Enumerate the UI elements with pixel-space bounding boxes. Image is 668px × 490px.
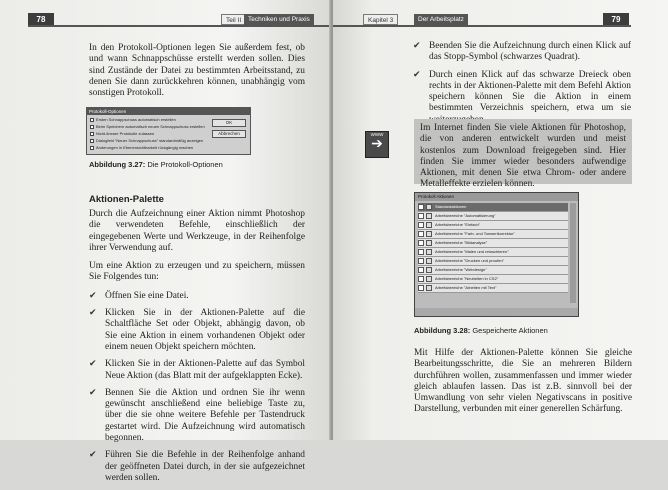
palette-row: Arbeitsbereiche "Malen und retuschieren"	[418, 248, 568, 257]
checkbox-icon	[90, 118, 94, 122]
part-tag: Teil II	[221, 14, 246, 25]
palette-row: Arbeitsbereiche "Einfach"	[418, 221, 568, 230]
checkbox-icon	[418, 240, 424, 246]
palette-row: Arbeitsbereiche "Drucken und proofen"	[418, 257, 568, 266]
checkbox-icon	[90, 139, 94, 143]
arrow-right-icon: ➔	[371, 137, 383, 152]
checkbox-icon	[418, 285, 424, 291]
page-number-right: 79	[603, 13, 629, 26]
checkmark-icon: ✔	[89, 308, 97, 319]
checkmark-icon: ✔	[413, 41, 421, 51]
list-item: ✔ Durch einen Klick auf das schwarze Dreieck oben rechts in der Aktionen-Palette mit dem Befehl Aktion speichern können Sie die Aktion in einem bestimmten Verzeichnis speichern, etwa um sie	[413, 70, 631, 126]
web-tip-text: Im Internet finden Sie viele Aktionen für Photoshop, die von anderen entwickelt wurden und meist kostenlos zum Download freigegeben sind. Hier finden Sie immer wieder besonders aufwendige Aktionen, mit denen Sie etwa Chrom- oder andere Metalleffekte erzielen können.	[420, 123, 626, 190]
list-item: ✔ Führen Sie die Befehle in der Reihenfolge anhand der geöffneten Datei durch, in der sie aufgezeichnet werden sollen.	[89, 450, 305, 483]
figure-caption-3-28: Abbildung 3.28: Gespeicherte Aktionen	[414, 326, 548, 335]
list-item: ✔ Klicken Sie in der Aktionen-Palette auf das Symbol Neue Aktion (das Blatt mit der aufgeklappten Ecke).	[89, 359, 305, 381]
palette-scrollbar	[570, 203, 576, 303]
page-number-left: 78	[28, 13, 54, 26]
list-item: ✔ Bennen Sie die Aktion und ordnen Sie ihr wenn gewünscht anschließend eine beliebige Taste zu, über die sie ohne weitere Befehle per Tastendruck gestartet wird. Die Aufzeichnung wird automatisch begonnen.	[89, 387, 305, 444]
chapter-tag: Kapitel 3	[363, 14, 398, 25]
dialog-option: Beim Speichern automatisch neuen Schnappschuss erstellen	[90, 124, 205, 129]
folder-icon	[426, 258, 432, 264]
folder-icon	[426, 213, 432, 219]
dialog-option: Ersten Schnappschuss automatisch erstellen	[90, 117, 176, 122]
left-page	[0, 0, 331, 483]
checkbox-icon	[418, 267, 424, 273]
dialog-ok-button: OK	[212, 119, 246, 127]
section-heading: Aktionen-Palette	[89, 194, 164, 205]
www-label: WWW	[370, 132, 384, 137]
right-para-end: Mit Hilfe der Aktionen-Palette können Sie gleiche Bearbeitungsschritte, die Sie an mehreren Bildern durchführen wollen, zusammenfassen und immer wieder gleich ablaufen lassen. Das ist z.B. sinnvoll bei der Umwandlung von sehr vielen Negativscans in positive Darstellung, verbunden mit einer generellen Schärfung.	[414, 348, 632, 415]
checkbox-icon	[418, 249, 424, 255]
checkmark-icon: ✔	[89, 290, 97, 301]
checkbox-icon	[418, 213, 424, 219]
left-para-1: In den Protokoll-Optionen legen Sie außerdem fest, ob und wann Schnappschüsse erstellt werden sollen. Dies sind Zustände der Datei zu bestimmten Arbeitsstand, zu denen Sie dann zurückkehren können, unabhängig vom sonstigen Protokoll.	[89, 43, 305, 99]
section-tag-left: Techniken und Praxis	[244, 14, 314, 25]
section-tag-right: Der Arbeitsplatz	[414, 14, 468, 25]
header-rule-right	[333, 25, 631, 27]
folder-icon	[426, 276, 432, 282]
palette-row: Arbeitsbereiche "Webdesign"	[418, 266, 568, 275]
header-rule-left	[28, 25, 333, 27]
left-body: Durch die Aufzeichnung einer Aktion nimmt Photoshop die verwendeten Befehle, einschließlich der eingegebenen Werte und Werkzeuge, in der Reihenfolge ihrer Verwendung auf. Um eine Aktion zu erzeugen und zu speichern, müssen Sie Folgendes tun: ✔ Öffnen Sie eine Datei. ✔ Klicken Sie in der Aktionen-Palette auf die Schaltfläche Set oder Objekt, abhängig davon, ob Sie eine Aktion in einem vorhandenen Objekt oder einem neuen Objekt speichern möchten. ✔ Klicken Sie in der Aktionen-Palette auf das Symbol Neue Aktion (das Blatt mit der aufgeklappten Ecke). ✔ Bennen Sie die Aktion und ordnen Sie ihr wenn gewünscht anschließend eine beliebige Taste zu, über die sie ohne weitere Befehle per Tastendruck gestartet wird. Die Aufzeichnung wird automatisch begonnen. ✔ Führen Sie die Befehle in der Reihenfolge anhand der geöffneten Datei durch, in der sie aufgezeichnet werden sollen.	[89, 209, 305, 483]
dialog-cancel-button: Abbrechen	[212, 130, 246, 138]
checkbox-icon	[418, 231, 424, 237]
palette-row: Arbeitsbereiche "Neuheiten in CS2"	[418, 275, 568, 284]
checkbox-icon	[418, 204, 424, 210]
list-item: ✔ Beenden Sie die Aufzeichnung durch einen Klick auf das Stopp-Symbol (schwarzes Quadrat).	[413, 41, 631, 63]
checkbox-icon	[90, 146, 94, 150]
actions-palette-screenshot	[414, 192, 579, 317]
checkbox-icon	[418, 276, 424, 282]
palette-row: Arbeitsbereiche "Arbeiten mit Text"	[418, 284, 568, 293]
folder-icon	[426, 240, 432, 246]
checkmark-icon: ✔	[413, 69, 421, 80]
dialog-option: Änderungen in Ebenensichtbarkeit rückgängig machen	[90, 145, 193, 150]
list-item: ✔ Klicken Sie in der Aktionen-Palette auf die Schaltfläche Set oder Objekt, abhängig davon, ob Sie eine Aktion in einem vorhandenen Objekt oder einem neuen Objekt speichern möchten.	[89, 308, 305, 352]
protocol-options-dialog	[86, 107, 251, 155]
folder-icon	[426, 249, 432, 255]
dialog-option: Nicht-lineare Protokolle zulassen	[90, 131, 154, 136]
palette-tabs: Protokoll Aktionen	[415, 193, 578, 201]
checkbox-icon	[418, 222, 424, 228]
checkbox-icon	[90, 132, 94, 136]
checkbox-icon	[418, 258, 424, 264]
dialog-option: Dialogfeld "Neuer Schnappschuss" standardmäßig anzeigen	[90, 138, 203, 143]
dialog-title: Protokoll-Optionen	[87, 108, 250, 115]
folder-icon	[426, 204, 432, 210]
folder-icon	[426, 222, 432, 228]
checkbox-icon	[90, 125, 94, 129]
checkmark-icon: ✔	[89, 387, 97, 398]
checkmark-icon: ✔	[89, 359, 97, 370]
folder-icon	[426, 231, 432, 237]
folder-icon	[426, 285, 432, 291]
palette-row: Standardaktionen	[418, 203, 568, 212]
checkmark-icon: ✔	[89, 450, 97, 461]
www-badge	[365, 131, 389, 158]
palette-toolbar	[415, 308, 578, 316]
palette-row: Arbeitsbereiche "Farb- und Tonwertkorrektur"	[418, 230, 568, 239]
palette-row: Arbeitsbereiche "Bildanalyse"	[418, 239, 568, 248]
web-tip-box	[414, 119, 632, 190]
list-item: ✔ Öffnen Sie eine Datei.	[89, 290, 189, 301]
palette-row: Arbeitsbereiche "Automatisierung"	[418, 212, 568, 221]
folder-icon	[426, 267, 432, 273]
figure-caption-3-27: Abbildung 3.27: Die Protokoll-Optionen	[89, 160, 223, 169]
